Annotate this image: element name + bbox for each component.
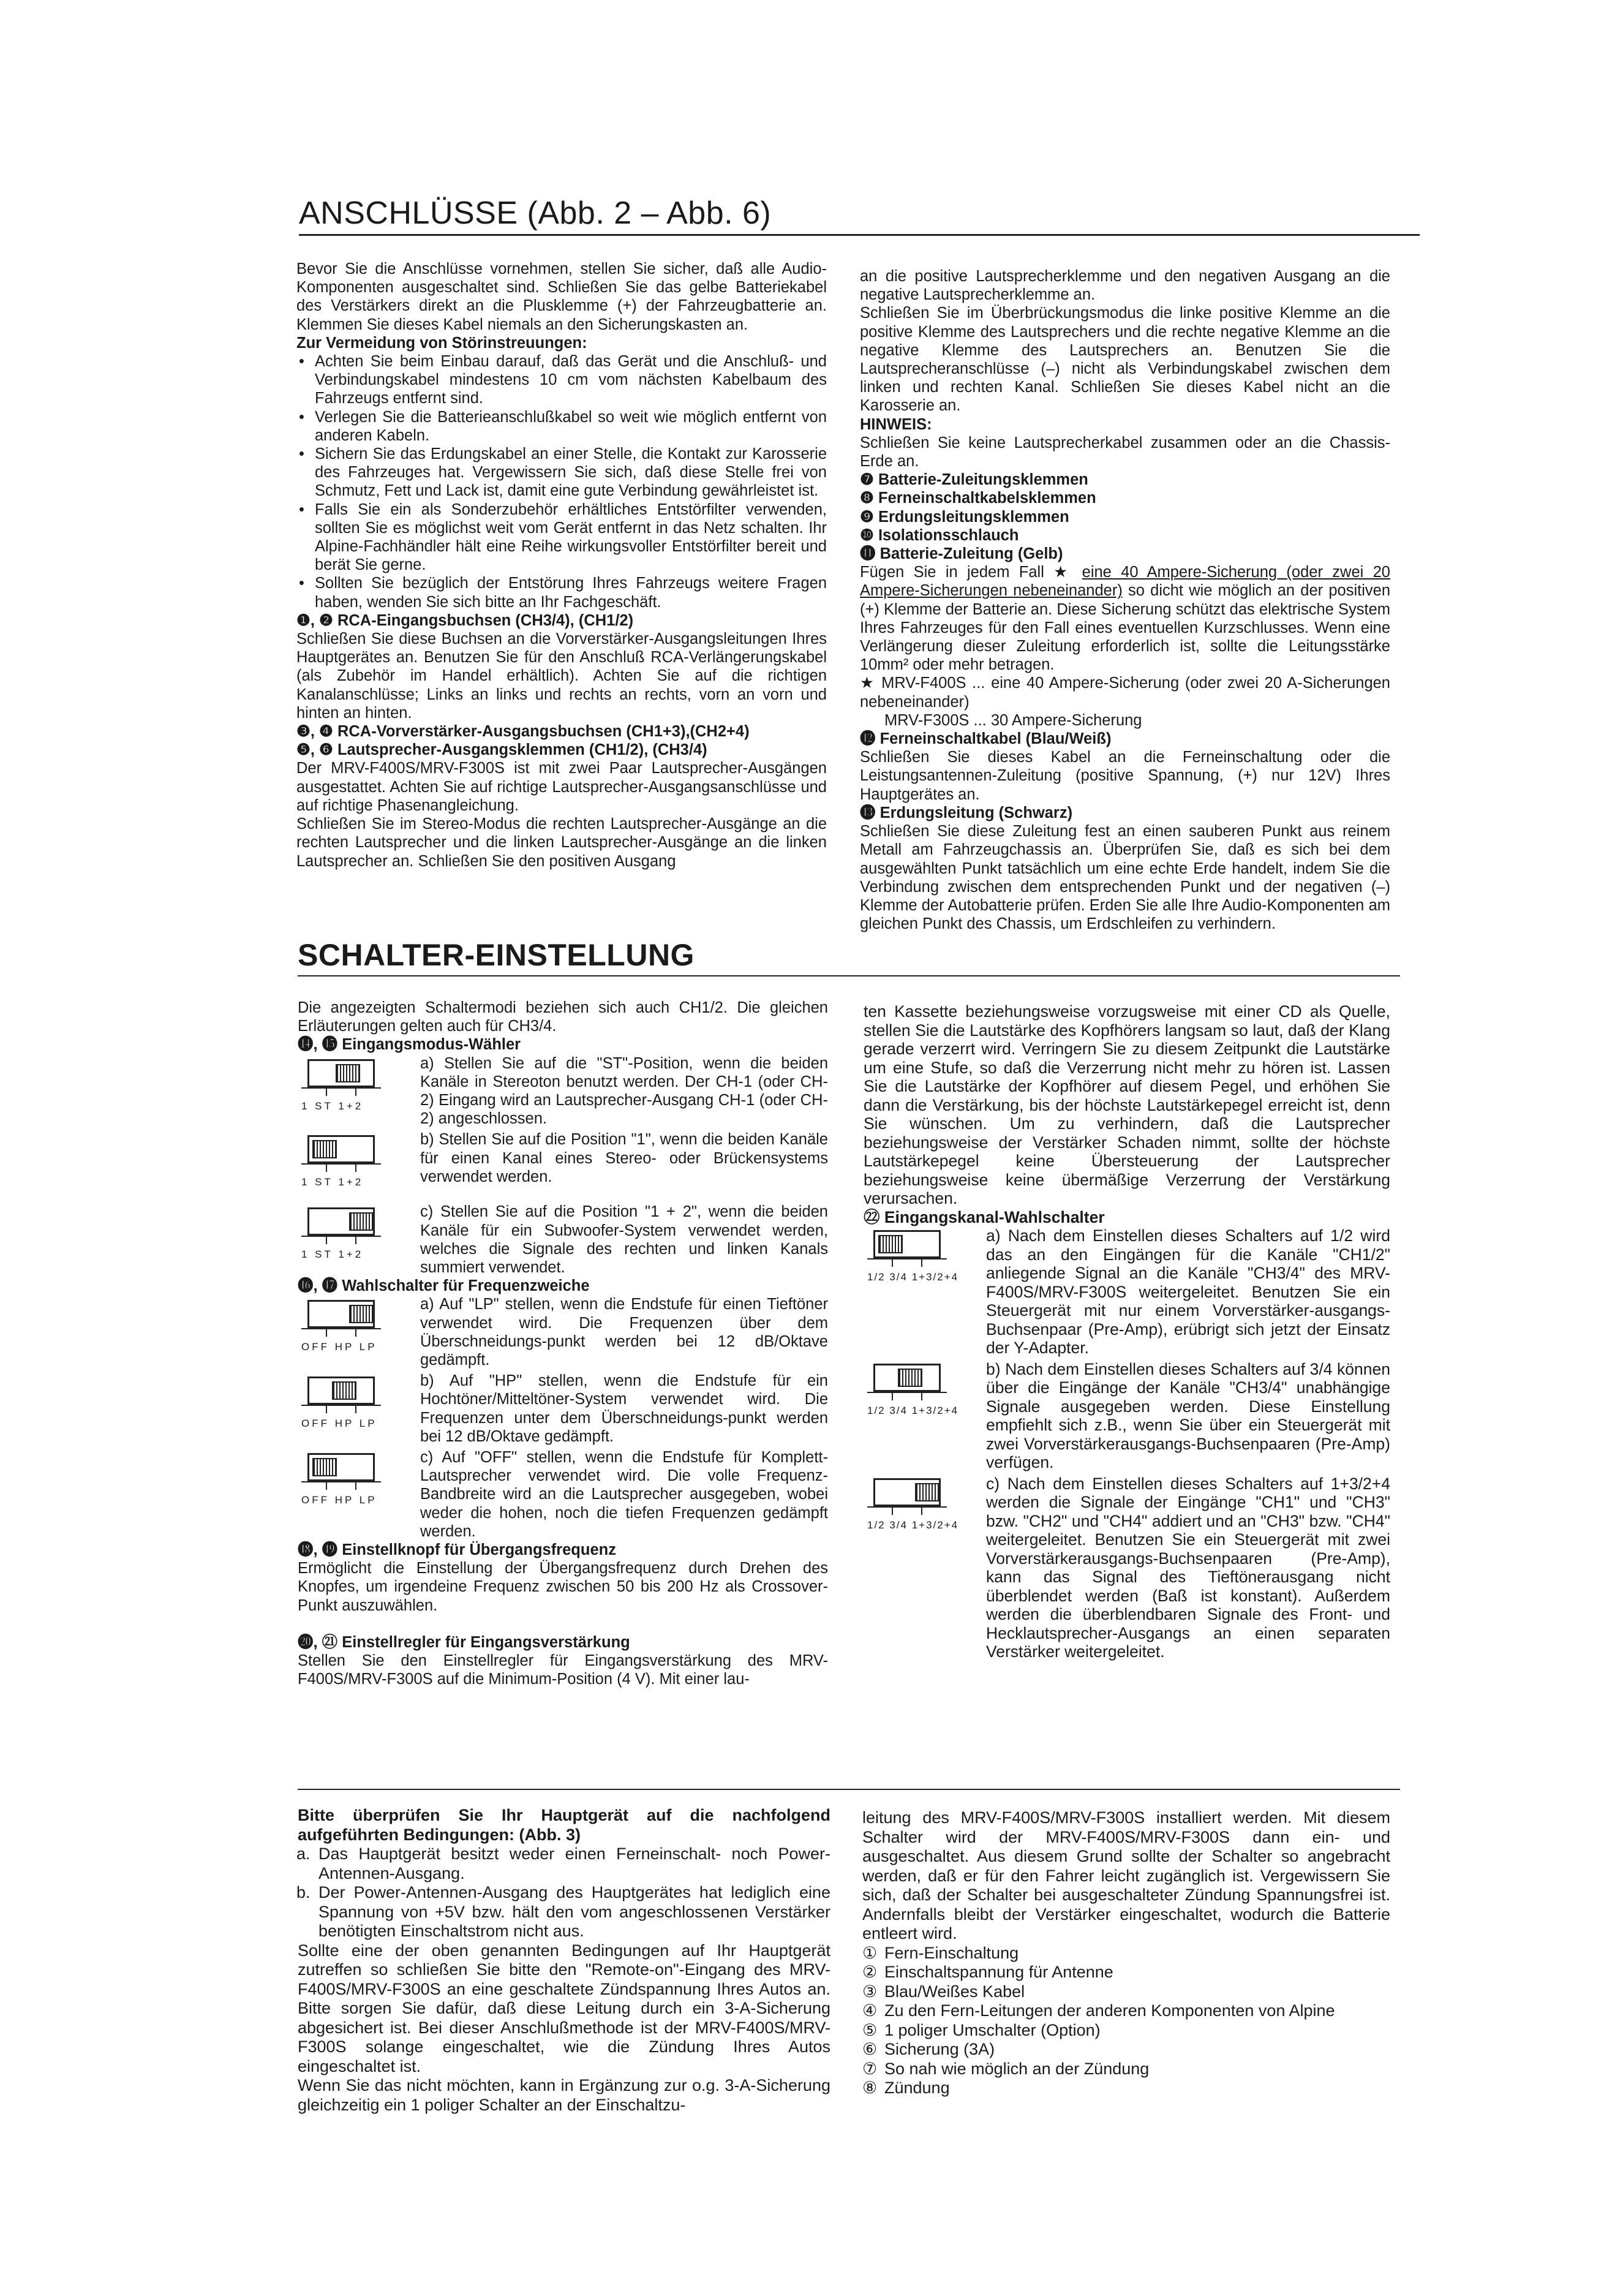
bridge-text: Schließen Sie im Überbrückungsmodus die linke positive Klemme an die positive Klemme des Lautsprechers und die rechte negative Klemme an die negative Klemme des Lautsprechers an. Benutzen Sie die Lautsprecheranschlüsse (–) nicht als Verbindungskabel zwischen dem linken und rechten Kanal. Schließen Sie dieses Kabel nicht an die Karosserie an. [860,304,1390,415]
gain-text-continued: ten Kassette beziehungsweise vorzugsweise mit einer CD als Quelle, stellen Sie die Lautstärke des Kopfhörers langsam so laut, daß der Klang gerade verzerrt wird. Verringern Sie zu diesem Zeitpunkt die Lautstärke um eine Stufe, so daß die Verzerrung nicht mehr zu hören ist. Lassen Sie die Lautstärke der Kopfhörer auf diesem Pegel, und erhöhen Sie dann die Verstärkung, bis der höchste Lautstärkepegel erreicht ist, denn Sie wünschen. Um zu verhindern, daß die Lautsprecher beziehungsweise der Verstärker Schaden nimmt, sollte der höchste Lautstärkepegel keine Übersteuerung der Lautsprecher beziehungsweise keine übermäßige Verzerrung der Verstärkung verursachen. [864,1002,1390,1207]
speaker-output-heading: ❺, ❻ Lautsprecher-Ausgangsklemmen (CH1/2), (CH3/4) [296,741,707,759]
terminal-item: ⓫ Batterie-Zuleitung (Gelb) [860,545,1063,563]
list-item: • Sollten Sie bezüglich der Entstörung Ihres Fahrzeugs weitere Fragen haben, wenden Sie sich bitte an Ihr Fachgeschäft. [315,574,827,611]
speaker-text-3: an die positive Lautsprecherklemme und den negativen Ausgang an die negative Lautsprecherklemme an. [860,268,1390,304]
rca-input-text: Schließen Sie diese Buchsen an die Vorverstärker-Ausgangsleitungen Ihres Hauptgerätes an. Benutzen Sie für den Anschluß RCA-Verlängerungskabel (als Zubehör im Handel erhältlich). Achten Sie auf die richtigen Kanalanschlüsse; Links an links und rechts an rechts, vorn an vorn und hinten an hinten. [296,630,827,722]
mode-option-c [298,1203,828,1277]
terminal-item: ❽ Ferneinschaltkabelsklemmen [860,489,1096,507]
channel-option-c [864,1475,1390,1661]
crossover-knob-text: Ermöglicht die Einstellung der Übergangsfrequenz durch Drehen des Knopfes, um irgendeine Frequenz zwischen 50 bis 200 Hz als Crossover-Punkt auszuwählen. [298,1560,828,1614]
channel-selector-heading: ㉒ Eingangskanal-Wahlschalter [864,1207,1105,1226]
channel-option-b [864,1360,1390,1472]
legend-list [862,1944,1390,2098]
speaker-text-1: Der MRV-F400S/MRV-F300S ist mit zwei Paar Lautsprecher-Ausgängen ausgestattet. Achten Sie auf richtige Lautsprecher-Ausgangsanschlüsse und auf richtige Phasenangleichung. [296,760,827,814]
legend-item: ① Fern-Einschaltung [862,1943,1019,1962]
mode-option-b [298,1130,828,1198]
section-divider [298,1789,1400,1790]
mode-switch-label: 1 ST 1+2 [301,1248,364,1261]
terminal-item: ❿ Isolationsschlauch [860,526,1019,544]
hinweis-text: Schließen Sie keine Lautsprecherkabel zusammen oder an die Chassis-Erde an. [860,434,1390,470]
fuse-text-pre: Fügen Sie in jedem Fall ★ [860,564,1082,581]
mode-text-a: a) Stellen Sie auf die "ST"-Position, wenn die beiden Kanäle in Stereoton benutzt werden. Der CH-1 (oder CH-2) Eingang wird an Lautsprecher-Ausgang CH-1 (oder CH-2) angeschlossen. [420,1054,828,1128]
channel-text-a: a) Nach dem Einstellen dieses Schalters auf 1/2 wird das an den Eingängen für die Kanäle "CH1/2" anliegende Signal an die Kanäle "CH3/4" des MRV-F400S/MRV-F300S weitergeleitet. Benutzen Sie ein Steuergerät mit nur einem Vorverstärker-ausgangs-Buchsenpaar (Pre-Amp), erübrigt sich jetzt der Einsatz der Y-Adapter. [986,1226,1390,1357]
fuse-text-underlined: eine 40 Ampere-Sicherung (oder zwei 20 Ampere-Sicherungen nebeneinander) [860,564,1390,600]
legend-item: ③ Blau/Weißes Kabel [862,1982,1025,2001]
crossover-text-a: a) Auf "LP" stellen, wenn die Endstufe für einen Tieftöner verwendet wird. Die Frequenzen über dem Überschneidungs-punkt werden bei 12 dB/Oktave gedämpft. [420,1296,828,1369]
gain-text: Stellen Sie den Einstellregler für Eingangsverstärkung des MRV-F400S/MRV-F300S auf die Minimum-Position (4 V). Mit einer lau- [298,1652,828,1688]
gain-heading: ⓴, ㉑ Einstellregler für Eingangsverstärkung [298,1633,630,1651]
legend-item: ⑦ So nah wie möglich an der Zündung [862,2059,1150,2078]
ground-text: Schließen Sie diese Zuleitung fest an einen sauberen Punkt aus reinem Metall am Fahrzeugchassis an. Überprüfen Sie, daß es sich bei dem ausgewählten Punkt tatsächlich um eine echte Erde handelt, indem Sie die Verbindung zwischen dem entsprechenden Punkt und der negativen (–) Klemme der Autobatterie prüfen. Erden Sie alle Ihre Audio-Komponenten am gleichen Punkt des Chassis, um Erdschleifen zu verhindern. [860,823,1390,933]
remote-heading: ⓬ Ferneinschaltkabel (Blau/Weiß) [860,730,1112,748]
terminal-item: ❼ Batterie-Zuleitungsklemmen [860,471,1088,489]
crossover-option-a [298,1295,828,1369]
legend-item: ⑤ 1 poliger Umschalter (Option) [862,2020,1101,2039]
fuse-note-400: ★ MRV-F400S ... eine 40 Ampere-Sicherung (oder zwei 20 A-Sicherungen nebeneinander) [860,674,1390,711]
fuse-text [860,563,1390,674]
mode-text-b: b) Stellen Sie auf die Position "1", wenn die beiden Kanäle für einen Kanal eines Stereo- oder Brückensystems verwendet werden. [420,1131,828,1185]
anschluesse-left-column [296,260,827,870]
hinweis-heading: HINWEIS: [860,415,932,433]
condition-left-column [298,1806,830,2115]
stoerung-heading: Zur Vermeidung von Störinstreuungen: [296,334,587,352]
condition-right-column [862,1808,1390,2098]
condition-text-1: Sollte eine der oben genannten Bedingungen auf Ihr Hauptgerät zutreffen so schließen Sie bitte den "Remote-on"-Eingang des MRV-F400S/MRV-F300S an eine geschaltete Zündspannung Ihres Autos an. Bitte sorgen Sie dafür, daß diese Leitung durch ein 3-A-Sicherung abgesichert ist. Bei dieser Anschlußmethode ist der MRV-F400S/MRV-F300S solange eingeschaltet, wie die Zündung Ihres Autos eingeschaltet ist. [298,1941,830,2075]
crossover-option-b [298,1372,828,1446]
channel-text-c: c) Nach dem Einstellen dieses Schalters auf 1+3/2+4 werden die Signale der Eingänge "CH1" und "CH3" bzw. "CH2" und "CH4" addiert und an "CH3" bzw. "CH4" weitergeleitet. Benutzen Sie ein Steuergerät mit zwei Vorverstärkerausgangs-Buchsenpaaren (Pre-Amp), kann das Signal des Tieftönerausgang nicht überblendet werden (Baß ist konstant). Außerdem werden die überblendbaren Signale des Front- und Hecklautsprecher-Ausgangs an einen separaten Verstärker weitergeleitet. [986,1474,1390,1661]
channel-switch-label: 1/2 3/4 1+3/2+4 [867,1404,959,1416]
intro-paragraph: Bevor Sie die Anschlüsse vornehmen, stellen Sie sicher, daß alle Audio-Komponenten ausgeschaltet sind. Schließen Sie das gelbe Batteriekabel des Verstärkers direkt an die Plusklemme (+) der Fahrzeugbatterie an. Klemmen Sie dieses Kabel niemals an den Sicherungskasten an. [296,260,827,333]
legend-item: ⑧ Zündung [862,2079,950,2097]
section-title-schalter: SCHALTER-EINSTELLUNG [298,938,695,972]
crossover-selector-heading: ⓰, ⓱ Wahlschalter für Frequenzweiche [298,1277,590,1295]
mode-switch-label: 1 ST 1+2 [301,1100,364,1112]
title-underline [299,234,1420,236]
crossover-switch-label: OFF HP LP [301,1494,377,1506]
list-item: • Verlegen Sie die Batterieanschlußkabel so weit wie möglich entfernt von anderen Kabeln. [315,408,827,445]
channel-switch-label: 1/2 3/4 1+3/2+4 [867,1271,959,1283]
section-divider [298,975,1400,976]
condition-heading: Bitte überprüfen Sie Ihr Hauptgerät auf die nachfolgend aufgeführten Bedingungen: (Abb. 3) [298,1806,830,1844]
channel-text-b: b) Nach dem Einstellen dieses Schalters auf 3/4 können über die Eingänge der Kanäle "CH3/4" unabhängige Signale ausgegeben werden. Diese Einstellung empfiehlt sich z.B., wenn Sie über ein Steuergerät mit zwei Vorverstärkerausgangs-Buchsenpaaren (Pre-Amp) verfügen. [986,1359,1390,1471]
list-item: a. Das Hauptgerät besitzt weder einen Ferneinschalt- noch Power-Antennen-Ausgang. [296,1845,830,1882]
list-item: b. Der Power-Antennen-Ausgang des Hauptgerätes hat lediglich eine Spannung von +5V bzw. hält den vom angeschlossenen Verstärker benötigten Einschaltstrom nicht aus. [296,1883,830,1940]
schalter-intro: Die angezeigten Schaltermodi beziehen sich auch CH1/2. Die gleichen Erläuterungen gelten auch für CH3/4. [298,999,828,1035]
switch-install-text: leitung des MRV-F400S/MRV-F300S installiert werden. Mit diesem Schalter wird der MRV-F400S/MRV-F300S dann ein- und ausgeschaltet. Aus diesem Grund sollte der Schalter so angebracht werden, daß er für den Fahrer leicht zugänglich ist. Vergewissern Sie sich, daß der Schalter bei ausgeschalteter Zündung Spannungsfrei ist. Andernfalls bleibt der Verstärker eingeschaltet, wodurch die Batterie entleert wird. [862,1808,1390,1943]
stoerung-list [296,352,827,611]
fuse-text-post: so dicht wie möglich an der positiven (+) Klemme der Batterie an. Diese Sicherung schützt das elektrische System Ihres Fahrzeuges für den Fall eines eventuellen Kurzschlusses. Wenn eine Verlängerung dieser Zuleitung erforderlich ist, sollte die Leitungsstärke 10mm² oder mehr betragen. [860,582,1391,674]
mode-switch-label: 1 ST 1+2 [301,1176,364,1188]
channel-switch-label: 1/2 3/4 1+3/2+4 [867,1519,959,1531]
section-title-anschluesse: ANSCHLÜSSE (Abb. 2 – Abb. 6) [299,195,772,231]
legend-item: ④ Zu den Fern-Leitungen der anderen Komponenten von Alpine [862,2001,1335,2020]
mode-option-a [298,1054,828,1128]
legend-item: ⑥ Sicherung (3A) [862,2040,995,2058]
list-item: • Sichern Sie das Erdungskabel an einer Stelle, die Kontakt zur Karosserie des Fahrzeuges hat. Vergewissern Sie sich, daß diese Stelle frei von Schmutz, Fett und Lack ist, damit eine gute Verbindung gewährleistet ist. [315,445,827,500]
fuse-note-300: MRV-F300S ... 30 Ampere-Sicherung [884,711,1142,729]
legend-item: ② Einschaltspannung für Antenne [862,1963,1113,1981]
mode-text-c: c) Stellen Sie auf die Position "1 + 2", wenn die beiden Kanäle für ein Subwoofer-System verwendet werden, welches die Signale des rechten und linken Kanals summiert verwendet. [420,1203,828,1277]
schalter-right-column [864,1002,1390,1661]
crossover-text-c: c) Auf "OFF" stellen, wenn die Endstufe für Komplett-Lautsprecher verwendet wird. Die volle Frequenz-Bandbreite wird an die Lautsprecher ausgegeben, wobei weder die hohen, noch die tiefen Frequenzen gedämpft werden. [420,1449,828,1540]
list-item: • Achten Sie beim Einbau darauf, daß das Gerät und die Anschluß- und Verbindungskabel mindestens 10 cm vom nächsten Kabelbaum des Fahrzeugs entfernt sind. [315,352,827,408]
crossover-option-c [298,1448,828,1541]
anschluesse-right-column [860,267,1390,933]
terminal-item: ❾ Erdungsleitungsklemmen [860,508,1069,526]
rca-output-heading: ❸, ❹ RCA-Vorverstärker-Ausgangsbuchsen (CH1+3),(CH2+4) [296,723,750,741]
condition-text-2: Wenn Sie das nicht möchten, kann in Ergänzung zur o.g. 3-A-Sicherung gleichzeitig ein 1 poliger Schalter an der Einschaltzu- [298,2076,830,2114]
remote-text: Schließen Sie dieses Kabel an die Ferneinschaltung oder die Leistungsantennen-Zuleitung (positive Spannung, (+) nur 12V) Ihres Hauptgerätes an. [860,749,1390,803]
condition-list [298,1845,830,1941]
crossover-switch-label: OFF HP LP [301,1418,377,1430]
speaker-text-2: Schließen Sie im Stereo-Modus die rechten Lautsprecher-Ausgänge an die rechten Lautsprecher und die linken Lautsprecher-Ausgänge an die linken Lautsprecher an. Schließen Sie den positiven Ausgang [296,815,827,870]
crossover-text-b: b) Auf "HP" stellen, wenn die Endstufe für ein Hochtöner/Mitteltöner-System verwendet wird. Die Frequenzen unter dem Überschneidungs-punkt werden bei 12 dB/Oktave gedämpft. [420,1372,828,1445]
crossover-switch-label: OFF HP LP [301,1341,377,1353]
ground-heading: ⓭ Erdungsleitung (Schwarz) [860,804,1073,821]
rca-input-heading: ❶, ❷ RCA-Eingangsbuchsen (CH3/4), (CH1/2) [296,611,634,629]
mode-selector-heading: ⓮, ⓯ Eingangsmodus-Wähler [298,1036,521,1054]
list-item: • Falls Sie ein als Sonderzubehör erhältliches Entstörfilter verwenden, sollten Sie es möglichst weit vom Gerät entfernt in das Netz schalten. Ihr Alpine-Fachhändler hält eine Reihe wirkungsvoller Entstörfilter bereit und berät Sie gerne. [315,500,827,575]
crossover-knob-heading: ⓲, ⓳ Einstellknopf für Übergangsfrequenz [298,1541,616,1559]
schalter-left-column [298,999,828,1689]
channel-option-a [864,1226,1390,1358]
